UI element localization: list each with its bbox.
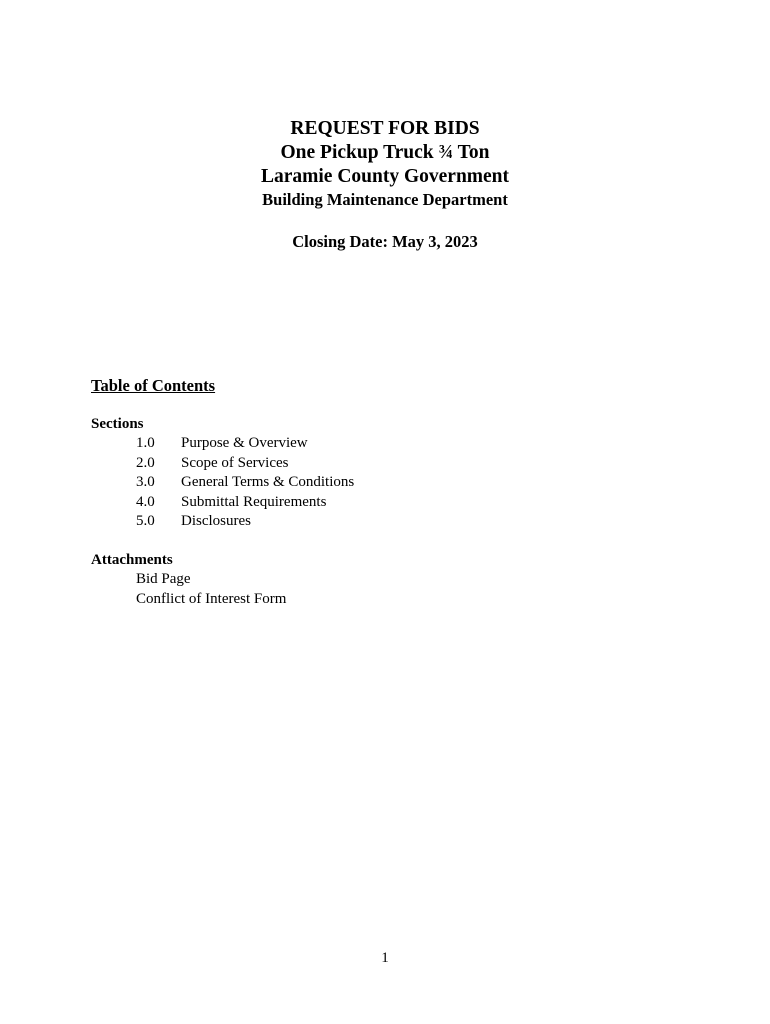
section-number: 1.0 bbox=[136, 435, 155, 451]
attachment-item: Conflict of Interest Form bbox=[136, 590, 287, 607]
toc-heading: Table of Contents bbox=[91, 376, 216, 395]
closing-date: Closing Date: May 3, 2023 bbox=[292, 232, 478, 251]
section-number: 2.0 bbox=[136, 454, 155, 471]
section-title: Submittal Requirements bbox=[181, 493, 327, 510]
title-block bbox=[0, 117, 770, 211]
section-number: 5.0 bbox=[136, 513, 155, 529]
toc-entry bbox=[136, 493, 354, 513]
section-number: 3.0 bbox=[136, 474, 155, 490]
section-list bbox=[136, 434, 354, 532]
section-title: General Terms & Conditions bbox=[181, 474, 355, 490]
section-title: Purpose & Overview bbox=[181, 435, 308, 451]
toc-entry bbox=[136, 512, 354, 532]
section-title: Disclosures bbox=[181, 513, 251, 529]
toc-entry bbox=[136, 473, 354, 493]
sections-label: Sections bbox=[91, 416, 144, 432]
organization-name: Laramie County Government bbox=[260, 166, 510, 187]
attachments-label: Attachments bbox=[91, 552, 173, 568]
attachment-list bbox=[136, 570, 286, 609]
document-title: REQUEST FOR BIDS bbox=[290, 118, 480, 139]
toc-entry bbox=[136, 434, 354, 454]
document-subtitle: One Pickup Truck ¾ Ton bbox=[280, 142, 490, 163]
toc-entry bbox=[136, 454, 354, 474]
department-name: Building Maintenance Department bbox=[262, 190, 508, 209]
page-number: 1 bbox=[381, 950, 389, 966]
attachment-item: Bid Page bbox=[136, 571, 191, 587]
section-title: Scope of Services bbox=[181, 454, 289, 471]
section-number: 4.0 bbox=[136, 493, 155, 510]
